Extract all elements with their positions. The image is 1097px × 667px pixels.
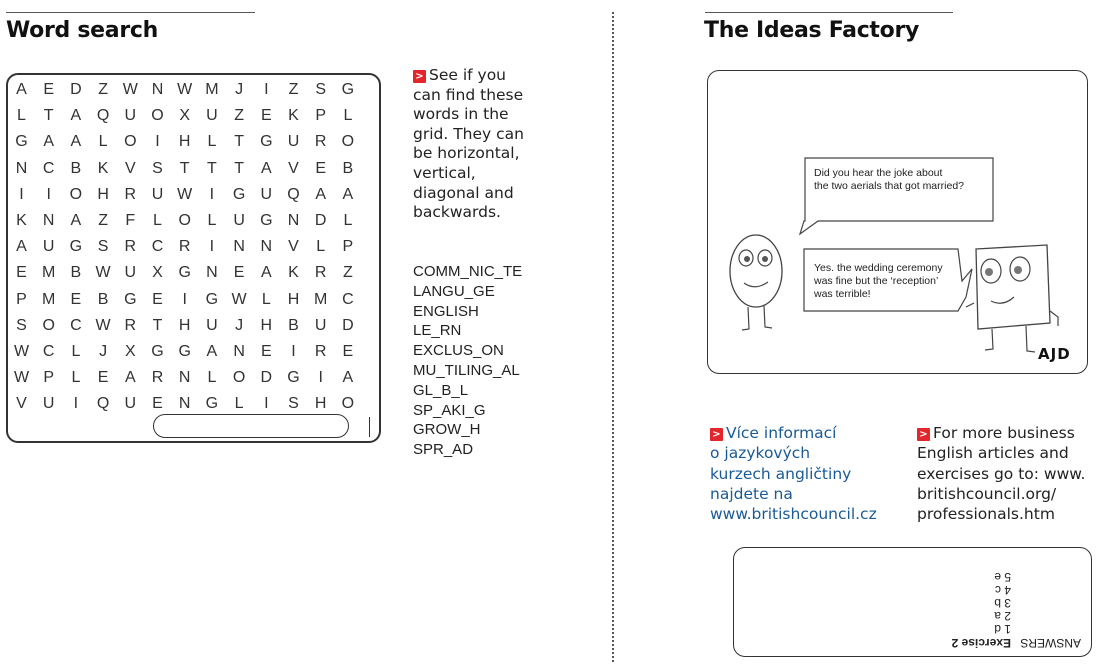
grid-letter: E bbox=[342, 343, 354, 360]
grid-letter: I bbox=[155, 133, 160, 151]
grid-letter: X bbox=[179, 107, 191, 125]
info-cz-link[interactable]: www.britishcouncil.cz bbox=[710, 505, 877, 524]
grid-letter: U bbox=[287, 133, 300, 151]
grid-letter: B bbox=[288, 316, 299, 334]
grid-letter: I bbox=[73, 395, 79, 413]
grid-letter: U bbox=[206, 107, 218, 125]
grid-letter: W bbox=[177, 81, 193, 98]
grid-letter: E bbox=[260, 107, 272, 125]
grid-letter: R bbox=[314, 264, 327, 282]
grid-letter: L bbox=[261, 290, 271, 308]
text-cursor bbox=[369, 417, 370, 437]
bubble1-text bbox=[814, 167, 964, 193]
grid-letter: L bbox=[343, 107, 353, 125]
grid-letter: D bbox=[260, 369, 273, 387]
grid-letter: U bbox=[314, 316, 327, 334]
grid-letter: O bbox=[232, 369, 246, 387]
grid-letter: A bbox=[70, 107, 82, 125]
grid-letter: W bbox=[122, 81, 138, 98]
grid-letter: L bbox=[207, 212, 217, 229]
bubble2-text bbox=[814, 262, 943, 301]
grid-letter: D bbox=[314, 212, 327, 229]
grid-letter: N bbox=[15, 159, 28, 177]
grid-letter: U bbox=[124, 107, 137, 125]
grid-letter: Z bbox=[98, 81, 108, 98]
word-list-item: LE_RN bbox=[413, 322, 462, 340]
grid-letter: O bbox=[178, 212, 191, 229]
grid-letter: A bbox=[16, 81, 27, 98]
grid-letter: C bbox=[342, 290, 354, 308]
grid-letter: N bbox=[233, 343, 245, 360]
grid-letter: A bbox=[260, 159, 272, 177]
grid-letter: V bbox=[288, 159, 299, 177]
grid-letter: I bbox=[209, 238, 215, 256]
grid-letter: C bbox=[42, 343, 55, 360]
grid-letter: J bbox=[235, 316, 244, 334]
grid-letter: E bbox=[152, 395, 163, 413]
grid-letter: L bbox=[17, 107, 26, 125]
grid-letter: E bbox=[70, 290, 82, 308]
word-list-item: GROW_H bbox=[413, 421, 481, 439]
grid-letter: H bbox=[178, 133, 191, 151]
grid-letter: H bbox=[314, 395, 327, 413]
grid-letter: G bbox=[205, 395, 219, 413]
grid-letter: O bbox=[69, 185, 83, 203]
answer-item: 4 c bbox=[994, 583, 1011, 597]
grid-letter: B bbox=[70, 159, 82, 177]
grid-letter: G bbox=[287, 369, 300, 387]
grid-letter: G bbox=[205, 290, 219, 308]
answer-item: 3 b bbox=[994, 596, 1011, 610]
grid-letter: H bbox=[260, 316, 273, 334]
grid-letter: K bbox=[97, 159, 109, 177]
grid-letter: L bbox=[234, 395, 244, 413]
grid-letter: U bbox=[260, 185, 273, 203]
grid-letter: T bbox=[207, 159, 217, 177]
grid-letter: I bbox=[182, 290, 187, 308]
word-list-item: SP_AKI_G bbox=[413, 401, 486, 419]
grid-letter: W bbox=[13, 369, 30, 387]
info-cz-line: o jazykových bbox=[710, 444, 811, 463]
grid-letter: A bbox=[342, 185, 354, 203]
grid-letter: A bbox=[70, 133, 82, 151]
grid-letter: O bbox=[42, 316, 55, 334]
grid-letter: M bbox=[42, 264, 56, 282]
bubble2-line: Yes. the wedding ceremony bbox=[814, 262, 943, 274]
grid-letter: N bbox=[42, 212, 55, 229]
grid-letter: L bbox=[153, 212, 162, 229]
word-search-title: Word search bbox=[6, 18, 158, 43]
grid-letter: G bbox=[178, 264, 191, 282]
grid-letter: V bbox=[124, 159, 136, 177]
grid-letter: S bbox=[315, 81, 327, 98]
grid-letter: U bbox=[124, 395, 137, 413]
grid-letter: S bbox=[288, 395, 299, 413]
info-cz-line: kurzech angličtiny bbox=[710, 464, 852, 483]
grid-letter: L bbox=[71, 343, 81, 360]
grid-letter: Z bbox=[288, 81, 299, 98]
grid-letter: J bbox=[99, 343, 108, 360]
grid-letter: Q bbox=[96, 395, 110, 413]
grid-letter: L bbox=[343, 212, 353, 229]
grid-letter: B bbox=[342, 159, 354, 177]
grid-letter: R bbox=[314, 133, 327, 151]
grid-letter: H bbox=[178, 316, 191, 334]
grid-letter: J bbox=[235, 81, 244, 98]
cartoon-drawing bbox=[708, 71, 1088, 374]
grid-letter: A bbox=[43, 133, 55, 151]
grid-letter: M bbox=[314, 290, 328, 308]
bubble2-line: was fine but the ‘reception’ bbox=[814, 275, 939, 287]
grid-letter: R bbox=[314, 343, 327, 360]
grid-letter: O bbox=[341, 395, 355, 413]
grid-letter: Q bbox=[96, 107, 110, 125]
page-divider bbox=[612, 12, 614, 662]
grid-letter: T bbox=[179, 159, 190, 177]
info-czech bbox=[710, 423, 905, 524]
grid-letter: A bbox=[70, 212, 82, 229]
word-list bbox=[413, 262, 522, 460]
grid-letter: N bbox=[151, 81, 164, 98]
ideas-factory-title: The Ideas Factory bbox=[704, 18, 920, 43]
grid-letter: G bbox=[260, 212, 273, 229]
grid-letter: U bbox=[124, 264, 137, 282]
grid-letter: L bbox=[316, 238, 326, 256]
grid-letter: L bbox=[207, 133, 217, 151]
word-list-item: ENGLISH bbox=[413, 302, 479, 320]
grid-letter: A bbox=[206, 343, 218, 360]
word-list-item: EXCLUS_ON bbox=[413, 342, 504, 360]
grid-letter: L bbox=[71, 369, 81, 387]
grid-letter: O bbox=[341, 133, 355, 151]
bubble1-line: Did you hear the joke about bbox=[814, 167, 943, 179]
grid-letter: G bbox=[178, 343, 191, 360]
instructions bbox=[413, 66, 538, 223]
grid-letter: U bbox=[42, 238, 55, 256]
bubble2-line: was terrible! bbox=[814, 288, 871, 300]
info-cz-line: > Více informací bbox=[710, 423, 905, 443]
grid-letter: T bbox=[234, 133, 244, 151]
arrow-icon: > bbox=[917, 428, 930, 441]
grid-letter: V bbox=[288, 238, 299, 256]
grid-letter: N bbox=[206, 264, 218, 282]
info-en-link[interactable]: britishcouncil.org/ bbox=[917, 484, 1057, 503]
grid-letter: F bbox=[125, 212, 136, 229]
word-list-item: LANGU_GE bbox=[413, 282, 495, 300]
arrow-icon: > bbox=[710, 428, 723, 441]
cartoon-panel bbox=[707, 70, 1088, 374]
bubble1-line: the two aerials that got married? bbox=[814, 180, 964, 192]
grid-letter: U bbox=[233, 212, 245, 229]
answer-item: 2 a bbox=[994, 609, 1011, 623]
grid-letter: K bbox=[288, 107, 299, 125]
grid-letter: A bbox=[16, 238, 27, 256]
grid-letter: P bbox=[342, 238, 354, 256]
grid-letter: U bbox=[151, 185, 164, 203]
info-english bbox=[917, 423, 1097, 524]
grid-letter: R bbox=[178, 238, 191, 256]
grid-letter: E bbox=[315, 159, 327, 177]
grid-letter: U bbox=[42, 395, 55, 413]
grid-letter: R bbox=[124, 316, 137, 334]
info-cz-line: najdete na bbox=[710, 484, 793, 503]
grid-letter: T bbox=[43, 107, 54, 125]
grid-letter: N bbox=[178, 369, 191, 387]
grid-letter: G bbox=[15, 133, 28, 151]
grid-letter: I bbox=[291, 343, 296, 360]
grid-letter: E bbox=[16, 264, 27, 282]
grid-letter: S bbox=[152, 159, 163, 177]
word-list-item: GL_B_L bbox=[413, 381, 469, 399]
grid-letter: E bbox=[152, 290, 163, 308]
grid-letter: G bbox=[232, 185, 246, 203]
grid-letter: W bbox=[95, 264, 111, 282]
grid-letter: G bbox=[260, 133, 273, 151]
grid-letter: W bbox=[177, 185, 193, 203]
grid-letter: W bbox=[13, 343, 30, 360]
instructions-text: See if you can find these words in the grid. They can be horizontal, vertical, diagonal and backwards. bbox=[413, 66, 524, 222]
grid-letter: R bbox=[124, 185, 137, 203]
grid-letter: G bbox=[124, 290, 137, 308]
grid-letter: K bbox=[288, 264, 299, 282]
grid-letter: E bbox=[43, 81, 55, 98]
grid-letter: O bbox=[124, 133, 137, 151]
found-word-highlight bbox=[153, 414, 349, 438]
answers-title: ANSWERS bbox=[1020, 636, 1081, 650]
grid-letter: E bbox=[260, 343, 272, 360]
word-search-grid bbox=[6, 73, 381, 443]
grid-letter: T bbox=[234, 159, 244, 177]
answer-item: 5 e bbox=[994, 570, 1011, 584]
grid-letter: A bbox=[342, 369, 354, 387]
grid-letter: D bbox=[342, 316, 354, 334]
word-list-item: SPR_AD bbox=[413, 441, 474, 459]
grid-letter: K bbox=[16, 212, 27, 229]
grid-letter: G bbox=[69, 238, 83, 256]
info-en-line: English articles and bbox=[917, 444, 1069, 463]
grid-letter: G bbox=[151, 343, 164, 360]
word-list-item: MU_TILING_AL bbox=[413, 361, 520, 379]
grid-letter: L bbox=[207, 369, 217, 387]
grid-letter: N bbox=[178, 395, 191, 413]
grid-letter: H bbox=[97, 185, 109, 203]
grid-letter: N bbox=[233, 238, 245, 256]
grid-letter: Z bbox=[234, 107, 244, 125]
grid-letter: T bbox=[152, 316, 163, 334]
grid-letter: V bbox=[16, 395, 27, 413]
grid-letter: H bbox=[287, 290, 300, 308]
grid-letter: P bbox=[315, 107, 327, 125]
grid-letter: B bbox=[97, 290, 109, 308]
grid-letter: M bbox=[205, 81, 219, 98]
grid-letter: E bbox=[233, 264, 245, 282]
info-en-line: exercises go to: www. bbox=[917, 464, 1086, 483]
grid-letter: P bbox=[43, 369, 55, 387]
grid-letter: R bbox=[124, 238, 137, 256]
top-rule-right bbox=[705, 12, 953, 13]
grid-letter: D bbox=[70, 81, 82, 98]
grid-letter: X bbox=[124, 343, 136, 360]
grid-letter: B bbox=[70, 264, 82, 282]
top-rule-left bbox=[6, 12, 255, 13]
grid-letter: E bbox=[97, 369, 109, 387]
grid-letter: M bbox=[42, 290, 56, 308]
grid-letter: N bbox=[287, 212, 300, 229]
grid-letter: I bbox=[264, 81, 269, 98]
answer-item: 1 d bbox=[994, 622, 1011, 636]
grid-letter: C bbox=[70, 316, 82, 334]
grid-letter: Q bbox=[287, 185, 300, 203]
cartoon-signature: AJD bbox=[1038, 345, 1071, 363]
grid-letter: X bbox=[152, 264, 163, 282]
grid-letter: A bbox=[260, 264, 272, 282]
grid-letter: A bbox=[315, 185, 327, 203]
grid-letter: G bbox=[341, 81, 355, 98]
grid-letter: I bbox=[318, 369, 323, 387]
grid-letter: S bbox=[16, 316, 27, 334]
arrow-icon: > bbox=[413, 70, 426, 83]
grid-letter: Z bbox=[343, 264, 353, 282]
grid-letter: I bbox=[209, 185, 215, 203]
grid-letter: N bbox=[260, 238, 273, 256]
grid-letter: Z bbox=[98, 212, 108, 229]
grid-letter: W bbox=[95, 316, 111, 334]
answers-upside-down bbox=[734, 548, 1093, 658]
info-en-line: > For more business bbox=[917, 423, 1097, 443]
grid-letter: I bbox=[46, 185, 51, 203]
grid-letter: W bbox=[231, 290, 247, 308]
grid-letter: U bbox=[206, 316, 218, 334]
grid-letter: I bbox=[264, 395, 269, 413]
grid-letter: S bbox=[97, 238, 109, 256]
answers-box bbox=[733, 547, 1092, 657]
grid-letter: C bbox=[42, 159, 55, 177]
grid-letter: O bbox=[151, 107, 164, 125]
grid-letter: P bbox=[16, 290, 27, 308]
grid-letter: I bbox=[19, 185, 24, 203]
answers-list bbox=[994, 570, 1011, 635]
grid-letter: L bbox=[98, 133, 108, 151]
grid-letter: R bbox=[151, 369, 164, 387]
grid-letter: C bbox=[151, 238, 164, 256]
info-en-link[interactable]: professionals.htm bbox=[917, 505, 1055, 524]
word-list-item: COMM_NIC_TE bbox=[413, 263, 523, 280]
answers-exercise: Exercise 2 bbox=[951, 636, 1011, 650]
grid-letter: A bbox=[124, 369, 136, 387]
